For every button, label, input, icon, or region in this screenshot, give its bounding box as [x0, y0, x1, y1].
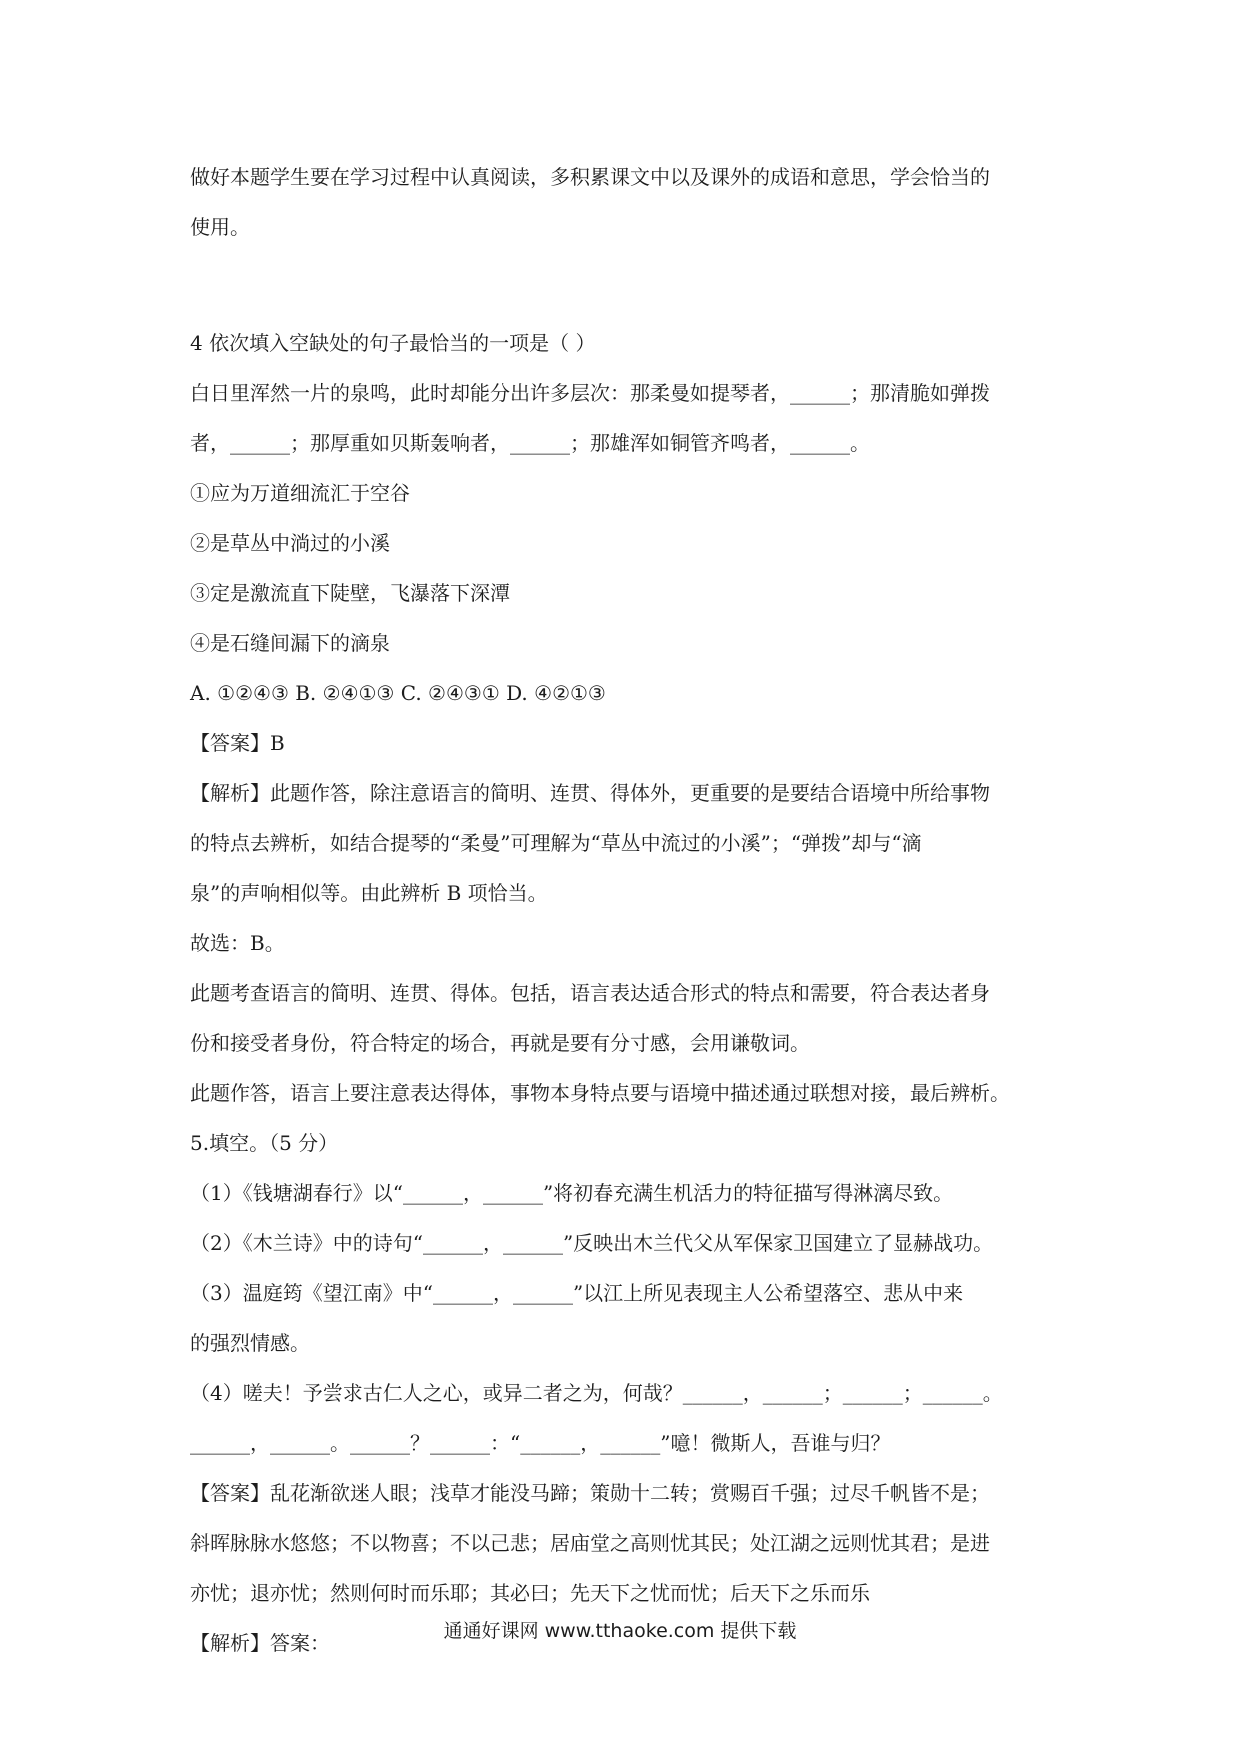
intro-line-1: 做好本题学生要在学习过程中认真阅读，多积累课文中以及课外的成语和意思，学会恰当的: [190, 165, 990, 189]
q4-analysis-line-1: 【解析】此题作答，除注意语言的简明、连贯、得体外，更重要的是要结合语境中所给事物: [190, 781, 990, 805]
q4-analysis-line-2: 的特点去辨析，如结合提琴的“柔曼”可理解为“草丛中流过的小溪”；“弹拨”却与“滴: [190, 831, 922, 855]
q4-note-line-2: 份和接受者身份，符合特定的场合，再就是要有分寸感，会用谦敬词。: [190, 1031, 810, 1055]
q4-item-1: ①应为万道细流汇于空谷: [190, 481, 410, 505]
q4-choose: 故选：B。: [190, 931, 285, 955]
q4-analysis-line-3: 泉”的声响相似等。由此辨析 B 项恰当。: [190, 881, 548, 905]
q4-answer: 【答案】B: [190, 731, 285, 755]
q5-answer-line-2: 斜晖脉脉水悠悠；不以物喜；不以己悲；居庙堂之高则忧其民；处江湖之远则忧其君；是进: [190, 1531, 990, 1555]
q5-sub-4-line-2: ______，______。______？______：“______，______”噫！微斯人，吾谁与归？: [190, 1431, 891, 1455]
q5-sub-4-line-1: （4）嗟夫！予尝求古仁人之心，或异二者之为，何哉？______，______；______；______。: [190, 1381, 1003, 1405]
q5-stem: 5.填空。（5 分）: [190, 1131, 339, 1155]
q4-options: A. ①②④③ B. ②④①③ C. ②④③① D. ④②①③: [190, 681, 606, 705]
q4-note-line-1: 此题考查语言的简明、连贯、得体。包括，语言表达适合形式的特点和需要，符合表达者身: [190, 981, 990, 1005]
q5-answer-line-3: 亦忧；退亦忧；然则何时而乐耶；其必曰；先天下之忧而忧；后天下之乐而乐: [190, 1581, 870, 1605]
page-footer: 通通好课网 www.tthaoke.com 提供下载: [443, 1620, 797, 1642]
q4-item-4: ④是石缝间漏下的滴泉: [190, 631, 390, 655]
q4-item-2: ②是草丛中淌过的小溪: [190, 531, 390, 555]
q5-answer-line-1: 【答案】乱花渐欲迷人眼；浅草才能没马蹄；策勋十二转；赏赐百千强；过尽千帆皆不是；: [190, 1481, 990, 1505]
intro-line-2: 使用。: [190, 215, 250, 239]
q5-sub-3-line-1: （3）温庭筠《望江南》中“______，______”以江上所见表现主人公希望落空、悲从中来: [190, 1281, 964, 1305]
section-gap: [190, 252, 1060, 318]
q5-sub-2: （2）《木兰诗》中的诗句“______，______”反映出木兰代父从军保家卫国建立了显赫战功。: [190, 1231, 994, 1255]
q4-note-line-3: 此题作答，语言上要注意表达得体，事物本身特点要与语境中描述通过联想对接，最后辨析。: [190, 1081, 1010, 1105]
q4-passage-line-1: 白日里浑然一片的泉鸣，此时却能分出许多层次：那柔曼如提琴者，______；那清脆如弹拨: [190, 381, 990, 405]
q5-sub-3-line-2: 的强烈情感。: [190, 1331, 310, 1355]
page-content: [190, 152, 1060, 1668]
q4-passage-line-2: 者，______；那厚重如贝斯轰响者，______；那雄浑如铜管齐鸣者，______。: [190, 431, 870, 455]
q4-item-3: ③定是激流直下陡壁，飞瀑落下深潭: [190, 581, 510, 605]
q4-stem: 4 依次填入空缺处的句子最恰当的一项是（ ）: [190, 331, 596, 355]
q5-sub-1: （1）《钱塘湖春行》以“______，______”将初春充满生机活力的特征描写得淋漓尽致。: [190, 1181, 954, 1205]
q5-analysis: 【解析】答案：: [190, 1631, 330, 1655]
